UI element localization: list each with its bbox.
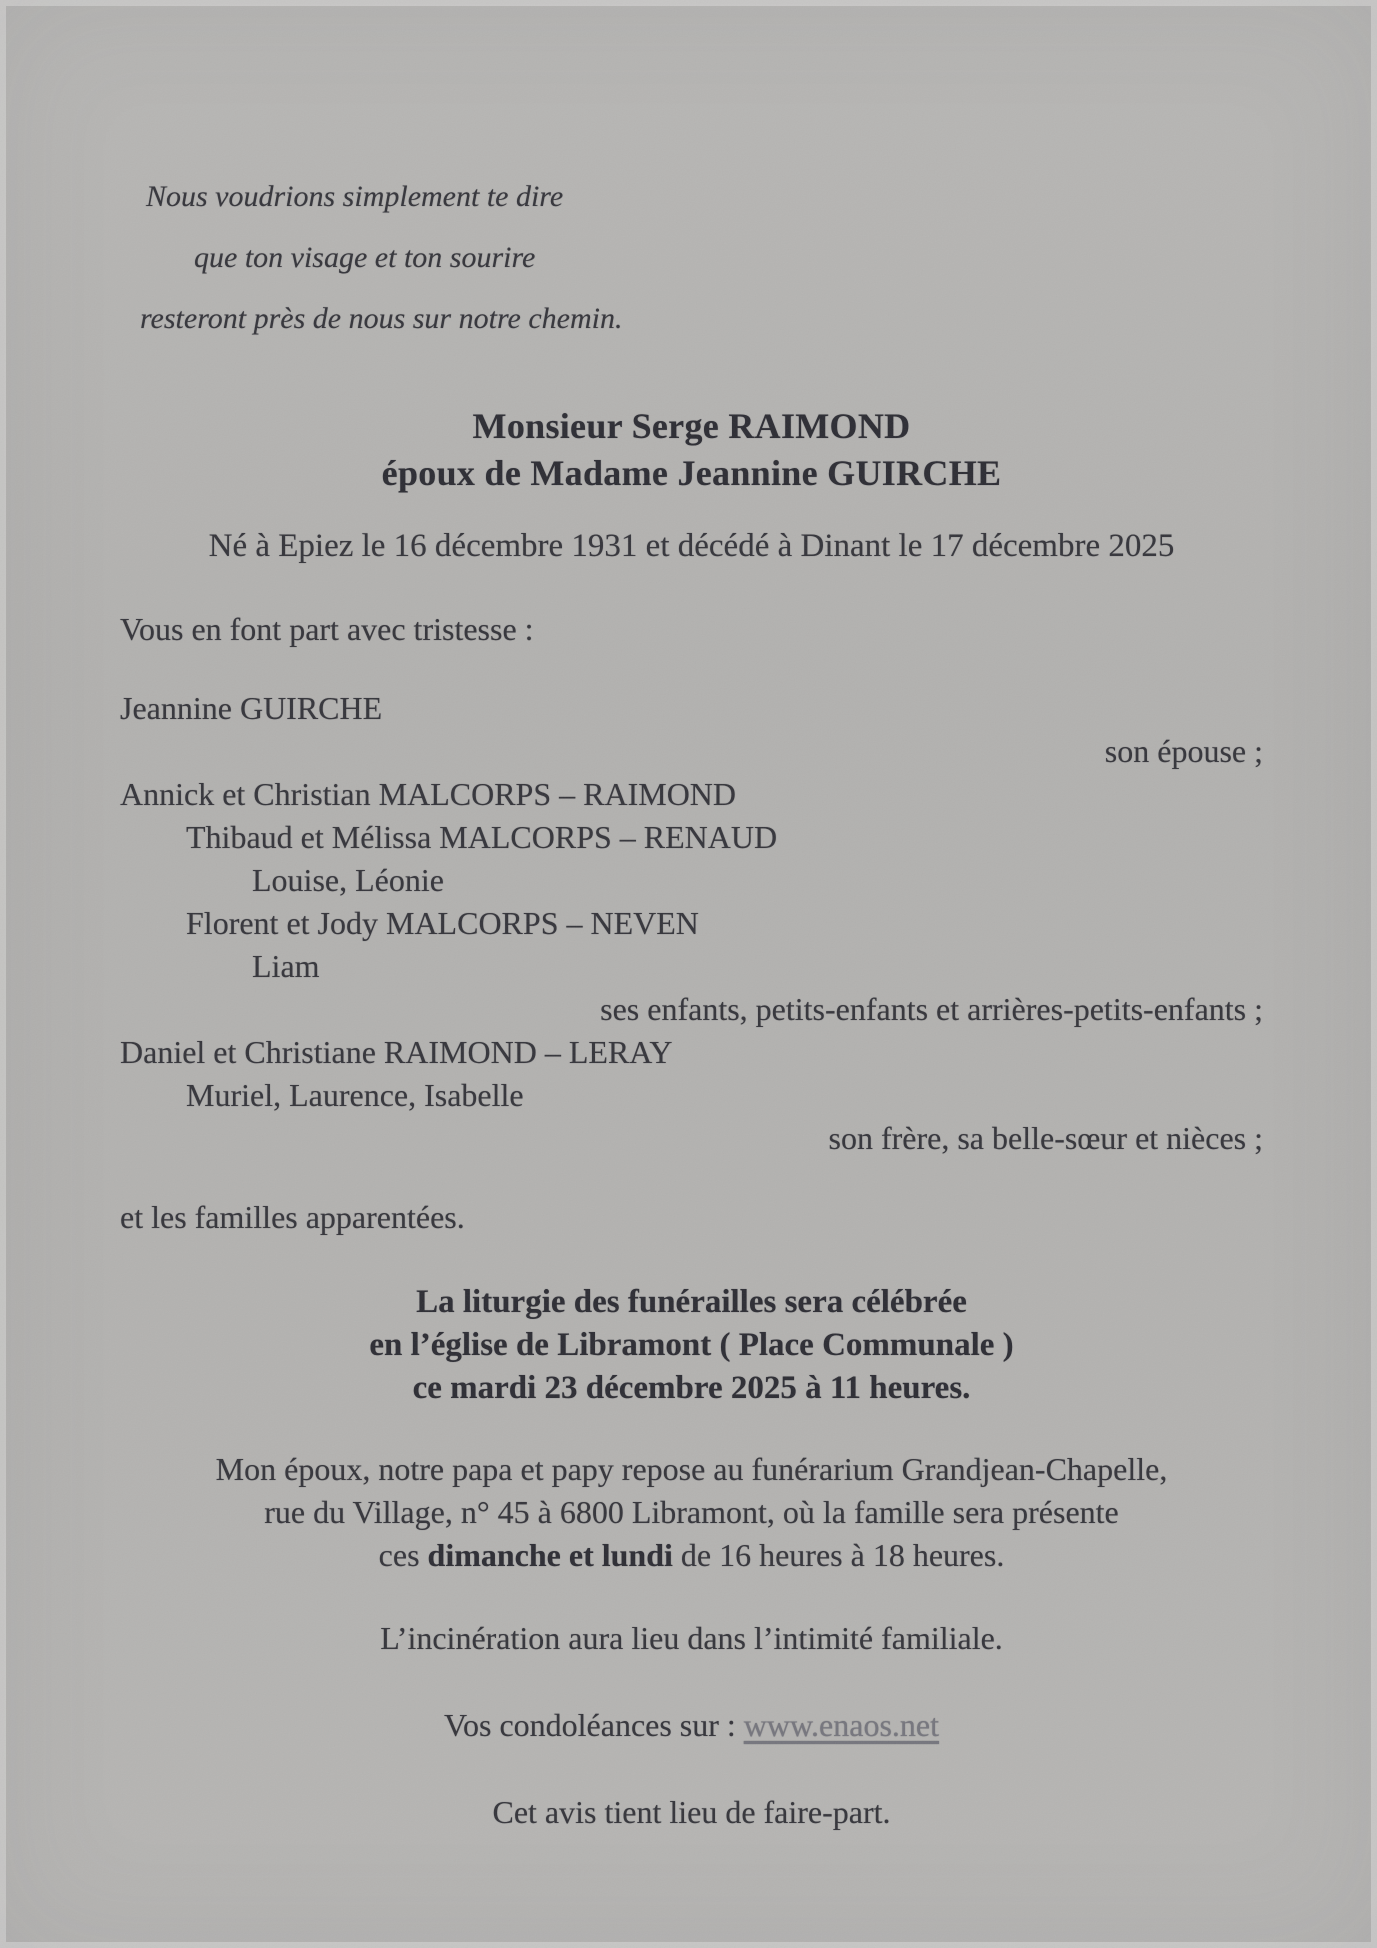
visitation-line: Mon époux, notre papa et papy repose au funérarium Grandjean-Chapelle, — [215, 1451, 1168, 1487]
family-member-line: Annick et Christian MALCORPS – RAIMOND — [120, 776, 737, 812]
deceased-header — [120, 403, 1263, 497]
family-member-line: Florent et Jody MALCORPS – NEVEN — [186, 905, 699, 941]
condolences-link[interactable]: www.enaos.net — [743, 1707, 939, 1743]
family-list — [120, 687, 1263, 1160]
family-member-line: Louise, Léonie — [252, 862, 444, 898]
family-member-line: Liam — [252, 948, 320, 984]
footer-notice: Cet avis tient lieu de faire-part. — [492, 1794, 891, 1830]
family-member-line: Thibaud et Mélissa MALCORPS – RENAUD — [186, 819, 778, 855]
epigraph-line: Nous voudrions simplement te dire — [146, 180, 564, 213]
visitation-days: dimanche et lundi — [427, 1537, 673, 1573]
family-member-line: Daniel et Christiane RAIMOND – LERAY — [120, 1034, 673, 1070]
spouse-line: époux de Madame Jeannine GUIRCHE — [381, 453, 1002, 493]
deceased-name: Monsieur Serge RAIMOND — [472, 406, 911, 446]
relationship-line: son épouse ; — [1104, 733, 1263, 769]
epigraph-line: que ton visage et ton sourire — [194, 241, 536, 274]
cremation-line: L’incinération aura lieu dans l’intimité familiale. — [380, 1620, 1003, 1656]
visitation-line: rue du Village, n° 45 à 6800 Libramont, où la famille sera présente — [264, 1494, 1119, 1530]
funeral-line: en l’église de Libramont ( Place Communale ) — [369, 1327, 1014, 1363]
relationship-line: son frère, sa belle-sœur et nièces ; — [828, 1120, 1263, 1156]
epigraph — [120, 166, 1263, 349]
funeral-line: La liturgie des funérailles sera célébrée — [416, 1284, 967, 1320]
condolences-label: Vos condoléances sur : — [444, 1707, 744, 1743]
condolences-line — [120, 1704, 1263, 1747]
announcement-intro: Vous en font part avec tristesse : — [120, 611, 534, 647]
life-dates: Né à Epiez le 16 décembre 1931 et décédé à Dinant le 17 décembre 2025 — [208, 528, 1175, 564]
family-member-line: Jeannine GUIRCHE — [120, 690, 383, 726]
funeral-line: ce mardi 23 décembre 2025 à 11 heures. — [412, 1370, 971, 1406]
visitation-line: ces dimanche et lundi de 16 heures à 18 heures. — [378, 1537, 1005, 1573]
family-member-line: Muriel, Laurence, Isabelle — [186, 1077, 524, 1113]
relationship-line: ses enfants, petits-enfants et arrières-petits-enfants ; — [600, 991, 1263, 1027]
epigraph-line: resteront près de nous sur notre chemin. — [140, 302, 623, 335]
families-closing-line: et les familles apparentées. — [120, 1199, 465, 1235]
funeral-service-block — [120, 1281, 1263, 1410]
visitation-block — [120, 1448, 1263, 1577]
